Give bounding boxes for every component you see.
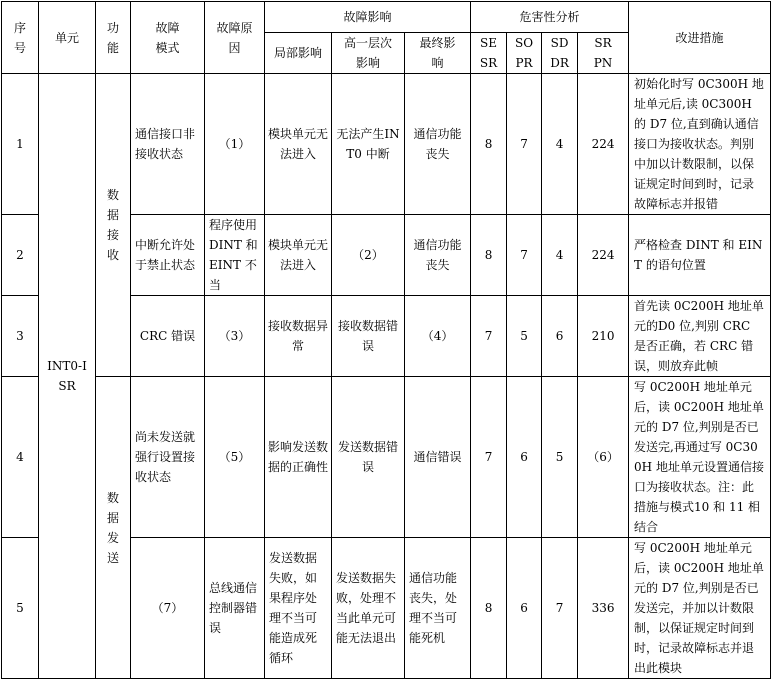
cell-measure: 初始化时写 0C300H 地址单元后,读 0C300H 的 D7 位,直到确认通信接口为接收状态。判别中加以计数限制，以保证规定时间到时，记录故障标志并报错 xyxy=(629,74,771,215)
cell-cause: （1） xyxy=(205,74,265,215)
cell-measure: 首先读 0C200H 地址单元的D0 位,判别 CRC 是否正确，若 CRC 错误，则放弃此帧 xyxy=(629,296,771,377)
header-final: 最终影响 xyxy=(405,33,471,74)
header-se: SE SR xyxy=(471,33,507,74)
fmeca-table xyxy=(1,1,771,679)
cell-cause: （5） xyxy=(205,377,265,538)
cell-measure: 严格检查 DINT 和 EINT 的语句位置 xyxy=(629,215,771,296)
header-cause: 故障原因 xyxy=(205,2,265,74)
cell-measure: 写 0C200H 地址单元后，读 0C200H 地址单元的 D7 位,判别是否已发送完,再通过写 0C300H 地址单元设置通信接口为接收状态。注：此措施与模式10 和 11 相结合 xyxy=(629,377,771,538)
header-hazard: 危害性分析 xyxy=(471,2,629,33)
cell-sd: 6 xyxy=(542,296,578,377)
header-row-1 xyxy=(2,2,771,33)
cell-sd: 7 xyxy=(542,538,578,679)
cell-cause: 程序使用 DINT 和 EINT 不当 xyxy=(205,215,265,296)
cell-sd: 4 xyxy=(542,215,578,296)
cell-sd: 5 xyxy=(542,377,578,538)
cell-local: 接收数据异常 xyxy=(265,296,332,377)
cell-seq: 2 xyxy=(2,215,39,296)
cell-rpn: （6） xyxy=(578,377,629,538)
header-rpn: SR PN xyxy=(578,33,629,74)
cell-cause: （3） xyxy=(205,296,265,377)
cell-final: 通信功能丧失 xyxy=(405,74,471,215)
cell-local: 影响发送数据的正确性 xyxy=(265,377,332,538)
header-higher: 高一层次影响 xyxy=(332,33,405,74)
cell-mode: CRC 错误 xyxy=(131,296,205,377)
cell-cause: 总线通信控制器错误 xyxy=(205,538,265,679)
header-seq: 序号 xyxy=(2,2,39,74)
cell-rpn: 224 xyxy=(578,215,629,296)
cell-mode: 尚未发送就强行设置接收状态 xyxy=(131,377,205,538)
cell-higher: （2） xyxy=(332,215,405,296)
header-function: 功能 xyxy=(96,2,131,74)
cell-function-send: 数据发送 xyxy=(96,377,131,679)
cell-final: 通信错误 xyxy=(405,377,471,538)
cell-local: 模块单元无法进入 xyxy=(265,215,332,296)
cell-mode: 通信接口非接收状态 xyxy=(131,74,205,215)
header-effect: 故障影响 xyxy=(265,2,471,33)
cell-unit: INT0-ISR xyxy=(39,74,96,679)
table-row xyxy=(2,377,771,538)
cell-se: 8 xyxy=(471,538,507,679)
cell-measure: 写 0C200H 地址单元后，读 0C200H 地址单元的 D7 位,判别是否已发送完，并加以计数限制，以保证规定时间到时，记录故障标志并退出此模块 xyxy=(629,538,771,679)
cell-local: 发送数据失败，如果程序处理不当可能造成死循环 xyxy=(265,538,332,679)
cell-local: 模块单元无法进入 xyxy=(265,74,332,215)
cell-se: 7 xyxy=(471,377,507,538)
cell-higher: 发送数据错误 xyxy=(332,377,405,538)
cell-rpn: 336 xyxy=(578,538,629,679)
cell-rpn: 224 xyxy=(578,74,629,215)
header-local: 局部影响 xyxy=(265,33,332,74)
cell-mode: （7） xyxy=(131,538,205,679)
cell-higher: 接收数据错误 xyxy=(332,296,405,377)
cell-so: 7 xyxy=(507,74,542,215)
table-row xyxy=(2,74,771,215)
cell-mode: 中断允许处于禁止状态 xyxy=(131,215,205,296)
header-mode: 故障模式 xyxy=(131,2,205,74)
cell-final: （4） xyxy=(405,296,471,377)
header-so: SO PR xyxy=(507,33,542,74)
cell-so: 6 xyxy=(507,377,542,538)
header-measure: 改进措施 xyxy=(629,2,771,74)
cell-final: 通信功能丧失，处理不当可能死机 xyxy=(405,538,471,679)
cell-so: 6 xyxy=(507,538,542,679)
cell-seq: 5 xyxy=(2,538,39,679)
cell-se: 7 xyxy=(471,296,507,377)
cell-seq: 3 xyxy=(2,296,39,377)
cell-seq: 1 xyxy=(2,74,39,215)
cell-se: 8 xyxy=(471,215,507,296)
cell-so: 7 xyxy=(507,215,542,296)
cell-se: 8 xyxy=(471,74,507,215)
header-unit: 单元 xyxy=(39,2,96,74)
cell-final: 通信功能丧失 xyxy=(405,215,471,296)
cell-function-receive: 数据接收 xyxy=(96,74,131,377)
cell-sd: 4 xyxy=(542,74,578,215)
cell-higher: 无法产生INT0 中断 xyxy=(332,74,405,215)
cell-so: 5 xyxy=(507,296,542,377)
cell-rpn: 210 xyxy=(578,296,629,377)
header-sd: SD DR xyxy=(542,33,578,74)
cell-seq: 4 xyxy=(2,377,39,538)
cell-higher: 发送数据失败，处理不当此单元可能无法退出 xyxy=(332,538,405,679)
